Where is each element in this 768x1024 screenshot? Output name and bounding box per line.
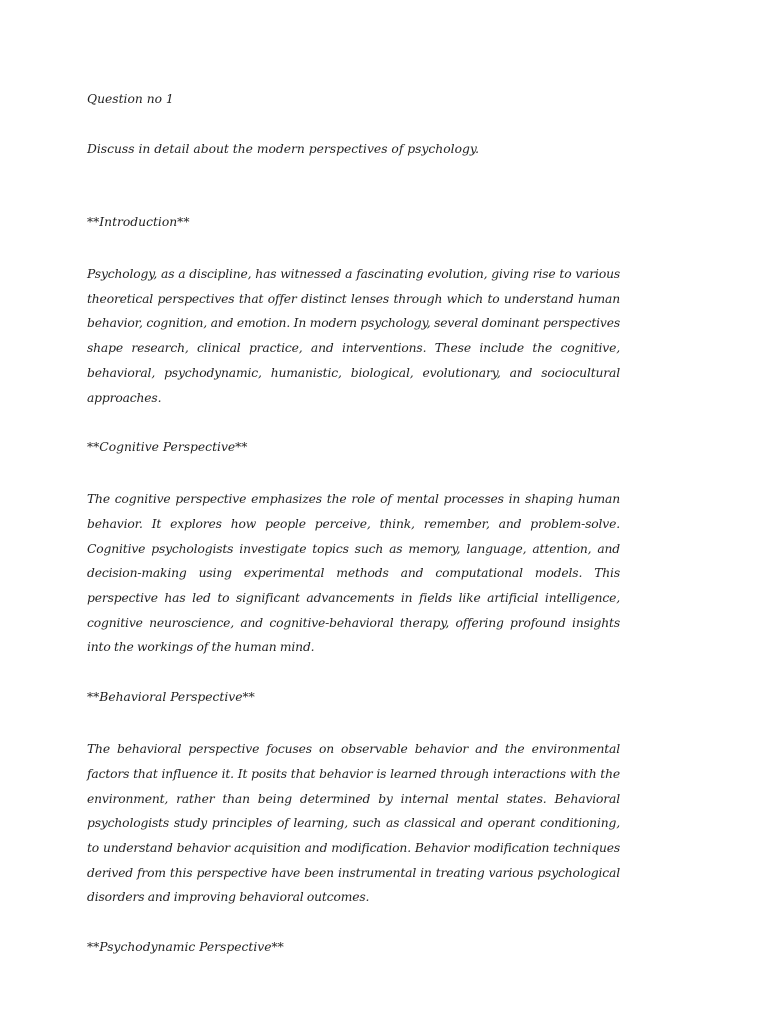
section-heading-introduction: **Introduction** xyxy=(87,215,190,229)
question-label: Question no 1 xyxy=(87,92,174,106)
document-page xyxy=(87,88,620,958)
section-heading-cognitive: **Cognitive Perspective** xyxy=(87,440,248,455)
section-body-introduction: Psychology, as a discipline, has witnessed a fascinating evolution, giving rise to various theoretical perspectives that offer distinct lenses through which to understand human behavior, cognition, and emotion. In modern psychology, several dominant perspectives shape research, clinical practice, and interventions. These include the cognitive, behavioral, psychodynamic, humanistic, biological, evolutionary, and sociocultural approaches. xyxy=(87,267,620,405)
section-heading-behavioral: **Behavioral Perspective** xyxy=(87,690,255,705)
section-heading-psychodynamic: **Psychodynamic Perspective** xyxy=(87,940,284,955)
section-body-cognitive: The cognitive perspective emphasizes the role of mental processes in shaping human behavior. It explores how people perceive, think, remember, and problem-solve. Cognitive psychologists investigate topics such as memory, language, attention, and decision-making using experimental methods and computational models. This perspective has led to significant advancements in fields like artificial intelligence, cognitive neuroscience, and cognitive-behavioral therapy, offering profound insights into the workings of the human mind. xyxy=(87,492,620,655)
section-body-behavioral: The behavioral perspective focuses on observable behavior and the environmental factors that influence it. It posits that behavior is learned through interactions with the environment, rather than being determined by internal mental states. Behavioral psychologists study principles of learning, such as classical and operant conditioning, to understand behavior acquisition and modification. Behavior modification techniques derived from this perspective have been instrumental in treating various psychological disorders and improving behavioral outcomes. xyxy=(87,742,620,905)
question-prompt: Discuss in detail about the modern perspectives of psychology. xyxy=(87,142,480,156)
